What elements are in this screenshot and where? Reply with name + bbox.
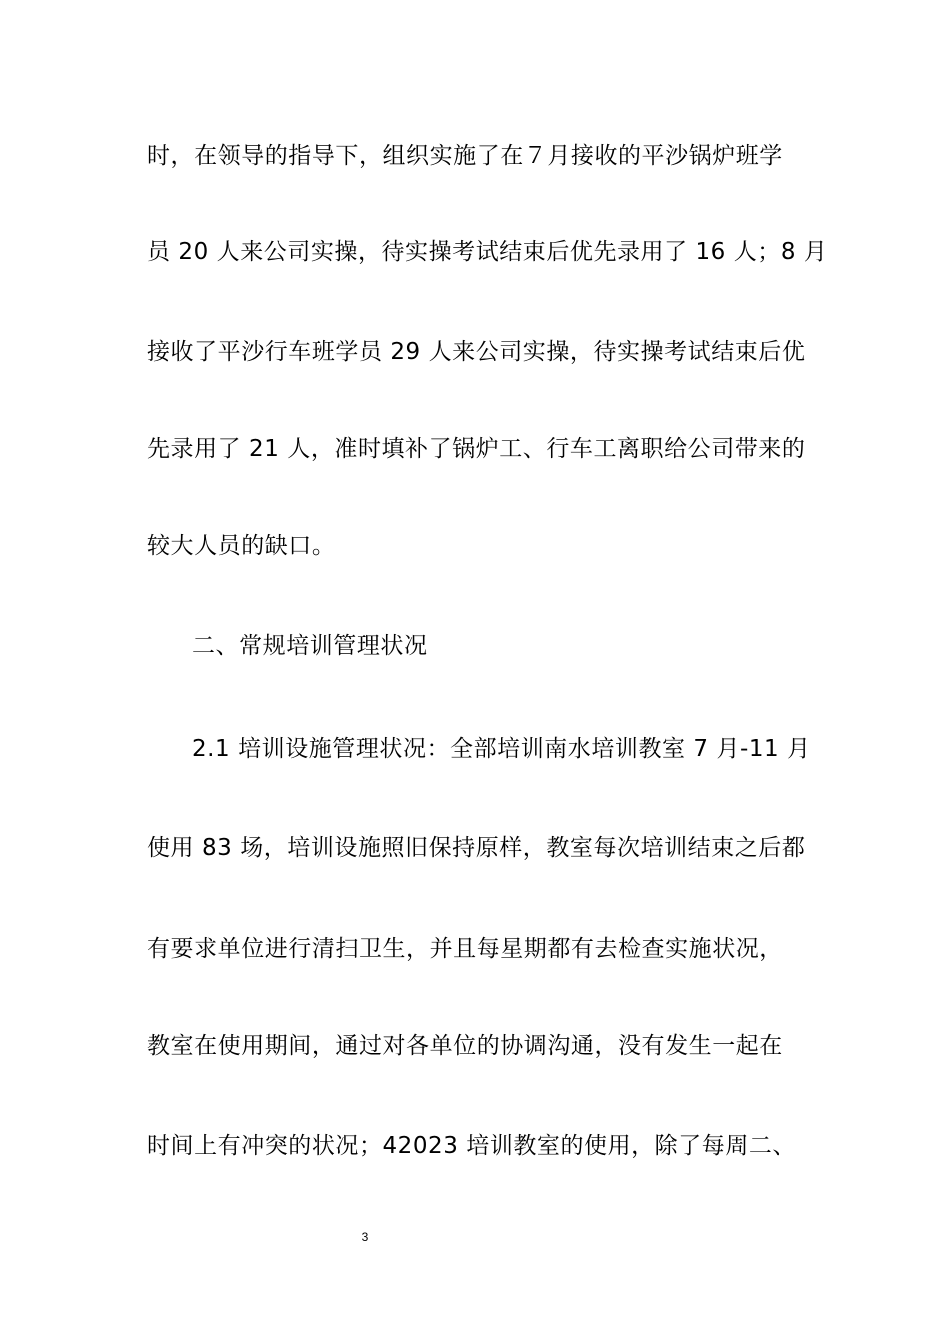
body-text-line-2: 员 20 人来公司实操，待实操考试结束后优先录用了 16 人；8 月	[147, 239, 828, 265]
body-text-line-7: 使用 83 场，培训设施照旧保持原样，教室每次培训结束之后都	[147, 835, 806, 861]
body-text-line-8: 有要求单位进行清扫卫生，并且每星期都有去检查实施状况，	[147, 936, 783, 962]
body-text-line-6: 2.1 培训设施管理状况：全部培训南水培训教室 7 月-11 月	[192, 736, 811, 762]
body-text-line-10: 时间上有冲突的状况；42023 培训教室的使用，除了每周二、	[147, 1133, 796, 1159]
body-text-line-4: 先录用了 21 人，准时填补了锅炉工、行车工离职给公司带来的	[147, 436, 806, 462]
body-text-line-5: 较大人员的缺口。	[147, 533, 336, 559]
body-text-line-3: 接收了平沙行车班学员 29 人来公司实操，待实操考试结束后优	[147, 339, 806, 365]
page-number: 3	[361, 1230, 369, 1244]
body-text-line-1: 时，在领导的指导下，组织实施了在７月接收的平沙锅炉班学	[147, 143, 783, 169]
body-text-line-9: 教室在使用期间，通过对各单位的协调沟通，没有发生一起在	[147, 1033, 783, 1059]
section-heading: 二、常规培训管理状况	[192, 633, 428, 659]
